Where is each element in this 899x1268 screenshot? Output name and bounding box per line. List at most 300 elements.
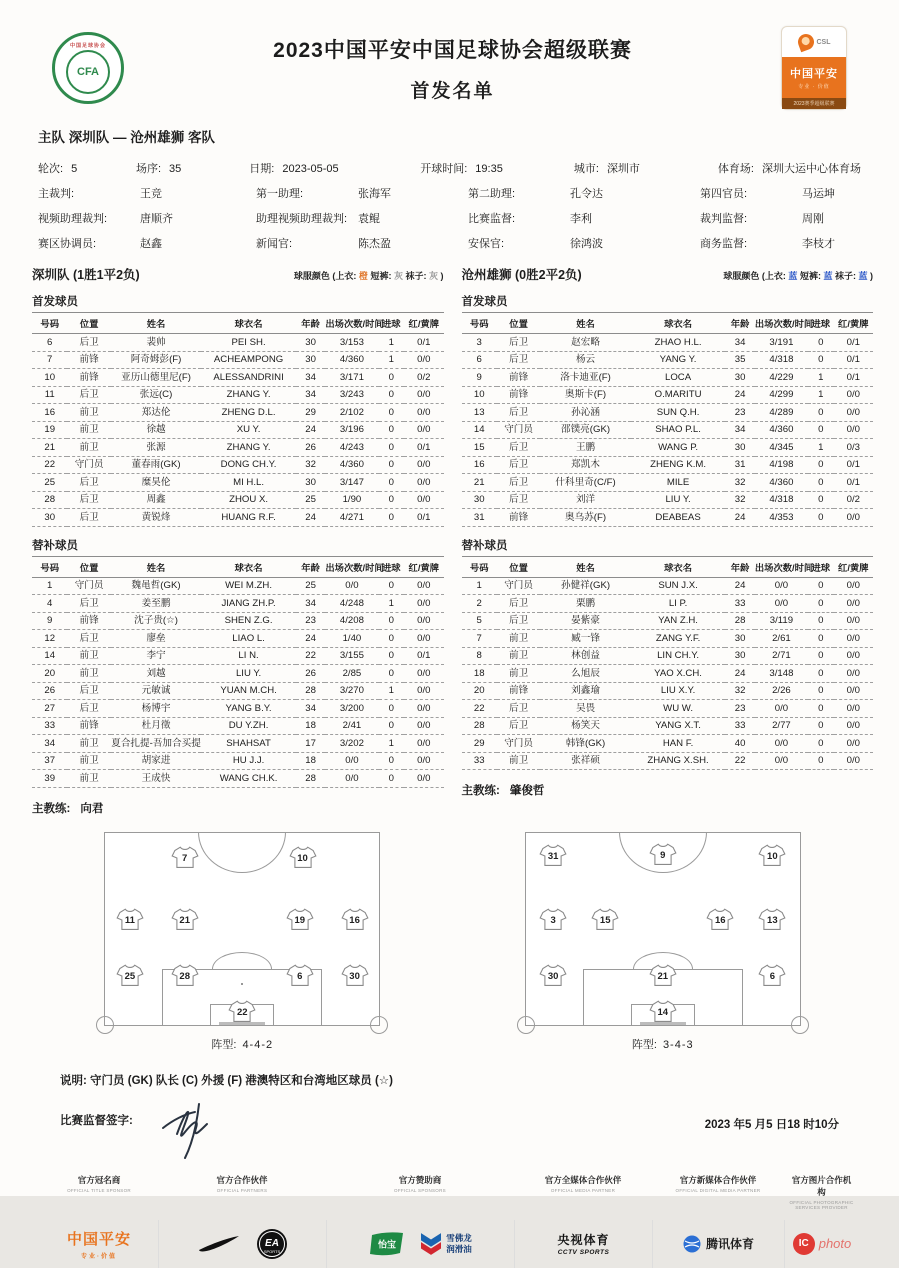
cell: 24 [296, 630, 326, 648]
cell: 0 [808, 474, 834, 492]
cell: 31 [462, 509, 497, 527]
ic-photo-logo: IC photo [793, 1233, 852, 1255]
away-subs-table [462, 556, 874, 771]
cell: 4/208 [325, 612, 378, 630]
cell: 18 [296, 717, 326, 735]
cell: 前卫 [497, 630, 540, 648]
cell: 0 [379, 647, 405, 665]
cell: 后卫 [497, 595, 540, 613]
cell: 什科里奇(C/F) [540, 474, 631, 492]
away-team-name: 沧州雄狮 (0胜2平2负) [461, 268, 582, 282]
cell: 后卫 [497, 439, 540, 457]
player-shirt-31: 31 [540, 844, 567, 868]
cell: 后卫 [497, 700, 540, 718]
cell: SUN J.X. [631, 577, 726, 595]
player-row [462, 577, 874, 595]
cell: 洛卡迪亚(F) [540, 369, 631, 387]
column-header: 年龄 [725, 556, 755, 577]
column-header: 球衣名 [201, 556, 296, 577]
info-pair: 第二助理: 孔令达 [468, 188, 603, 200]
cell: 4/360 [325, 351, 378, 369]
cell: 胡家进 [111, 752, 202, 770]
info-pair: 助理视频助理裁判: 袁鲲 [256, 213, 380, 225]
cell: 元敏诚 [111, 682, 202, 700]
player-row [462, 717, 874, 735]
cell: WU W. [631, 700, 726, 718]
cell: 3/202 [325, 735, 378, 753]
cell: 0 [808, 752, 834, 770]
cell: 30 [725, 630, 755, 648]
cell: 0 [379, 386, 405, 404]
cell: 张祥硕 [540, 752, 631, 770]
cell: 3/196 [325, 421, 378, 439]
cell: 23 [725, 404, 755, 422]
cell: 后卫 [497, 491, 540, 509]
cell: 0 [808, 404, 834, 422]
cell: 王成快 [111, 770, 202, 788]
cell: 34 [32, 735, 67, 753]
cell: 0 [808, 630, 834, 648]
cell: 0/1 [834, 456, 873, 474]
cell: 0 [808, 491, 834, 509]
cell: SHAHSAT [201, 735, 296, 753]
signature-datetime: 2023 年5 月5 日18 时10分 [704, 1118, 839, 1131]
player-row [462, 595, 874, 613]
cell: LOCA [631, 369, 726, 387]
cell: 1 [379, 351, 405, 369]
away-starters-table [462, 312, 874, 527]
player-row [462, 682, 874, 700]
cell: 4/243 [325, 439, 378, 457]
partner-label: 官方赞助商 OFFICIAL SPONSORS [394, 1174, 446, 1193]
home-starters-title: 首发球员 [32, 296, 78, 308]
cell: SHEN Z.G. [201, 612, 296, 630]
cell: 0/0 [755, 735, 808, 753]
cell: 34 [296, 386, 326, 404]
cell: 30 [296, 351, 326, 369]
cell: 3/148 [755, 665, 808, 683]
cell: 1 [379, 682, 405, 700]
cell: 廖垒 [111, 630, 202, 648]
logo-group [784, 1220, 859, 1268]
player-row [32, 595, 444, 613]
column-header: 姓名 [111, 556, 202, 577]
cell: 0/1 [404, 334, 443, 352]
csl-badge-sub: 专业 · 价值 [798, 84, 830, 90]
player-row [32, 630, 444, 648]
cell: 4/248 [325, 595, 378, 613]
cell: 1 [379, 735, 405, 753]
cell: 4/229 [755, 369, 808, 387]
home-starters-table [32, 312, 444, 527]
column-header: 号码 [462, 556, 497, 577]
player-row [32, 577, 444, 595]
cell: 后卫 [67, 474, 110, 492]
signature-row [0, 1088, 899, 1160]
player-row [32, 474, 444, 492]
csl-badge-main: 中国平安 [790, 68, 838, 80]
home-subs-table [32, 556, 444, 788]
cell: 后卫 [497, 474, 540, 492]
cell: 0/0 [834, 386, 873, 404]
player-row [462, 700, 874, 718]
cell: O.MARITU [631, 386, 726, 404]
cell: SHAO P.L. [631, 421, 726, 439]
column-header: 出场次数/时间 [325, 313, 378, 334]
cell: 25 [296, 577, 326, 595]
cell: 24 [725, 386, 755, 404]
cell: 0/0 [404, 386, 443, 404]
column-header: 姓名 [540, 556, 631, 577]
cell: 后卫 [67, 630, 110, 648]
cell: 0/0 [325, 770, 378, 788]
cell: 27 [32, 700, 67, 718]
cell: 0/1 [834, 334, 873, 352]
cell: 李宁 [111, 647, 202, 665]
cell: 前卫 [497, 647, 540, 665]
info-pair: 安保官: 徐鸿波 [468, 238, 603, 250]
cell: HAN F. [631, 735, 726, 753]
column-header: 位置 [67, 313, 110, 334]
logo-group [514, 1220, 652, 1268]
cell: 1 [32, 577, 67, 595]
cell: 3 [462, 334, 497, 352]
player-shirt-14: 14 [649, 1000, 676, 1024]
partner-label: 官方新媒体合作伙伴 OFFICIAL DIGITAL MEDIA PARTNER [675, 1174, 761, 1193]
cfa-logo [52, 32, 124, 104]
column-header: 年龄 [725, 313, 755, 334]
column-header: 球衣名 [201, 313, 296, 334]
column-header: 姓名 [111, 313, 202, 334]
cell: 3/147 [325, 474, 378, 492]
cell: YANG X.T. [631, 717, 726, 735]
column-header: 号码 [32, 556, 67, 577]
player-row [462, 334, 874, 352]
supervisor-signature [143, 1098, 253, 1160]
info-pair: 轮次: 5 [38, 163, 78, 175]
cell: 0/0 [834, 647, 873, 665]
column-header: 红/黄牌 [834, 556, 873, 577]
partner-label: 官方图片合作机构 OFFICIAL PHOTOGRAPHIC SERVICES PROVIDER [789, 1174, 854, 1210]
player-row [32, 456, 444, 474]
csl-badge-top: CSL [816, 38, 831, 46]
cell: 后卫 [67, 386, 110, 404]
cell: 22 [32, 456, 67, 474]
cell: ZHANG Y. [201, 439, 296, 457]
cell: 前锋 [497, 682, 540, 700]
cell: ALESSANDRINI [201, 369, 296, 387]
cell: 30 [296, 474, 326, 492]
cell: 韩锋(GK) [540, 735, 631, 753]
player-row [462, 630, 874, 648]
cell: 0 [808, 717, 834, 735]
cell: 后卫 [67, 509, 110, 527]
cell: 0/0 [834, 700, 873, 718]
cell: 33 [725, 595, 755, 613]
cell: 杨云 [540, 351, 631, 369]
info-pair: 第四官员: 马运坤 [700, 188, 835, 200]
player-shirt-11: 11 [116, 908, 143, 932]
player-row [462, 404, 874, 422]
cell: 33 [462, 752, 497, 770]
player-row [32, 717, 444, 735]
column-header: 号码 [32, 313, 67, 334]
cell: 0 [808, 595, 834, 613]
cell: 2/102 [325, 404, 378, 422]
cell: LIU X.Y. [631, 682, 726, 700]
cell: 0 [379, 665, 405, 683]
cell: 4 [32, 595, 67, 613]
cell: 0/0 [404, 665, 443, 683]
cell: 13 [462, 404, 497, 422]
column-header: 红/黄牌 [404, 556, 443, 577]
cell: 1 [462, 577, 497, 595]
cell: 21 [32, 439, 67, 457]
cfa-arc-text: 中国足球协会 [69, 43, 106, 49]
info-row [38, 210, 861, 226]
cell: 30 [462, 491, 497, 509]
player-shirt-6: 6 [286, 963, 313, 987]
player-row [462, 647, 874, 665]
cell: 0 [808, 735, 834, 753]
cell: 前锋 [497, 386, 540, 404]
cell: 29 [462, 735, 497, 753]
player-row [462, 665, 874, 683]
player-shirt-10: 10 [289, 846, 316, 870]
cell: 3/200 [325, 700, 378, 718]
cell: DONG CH.Y. [201, 456, 296, 474]
cell: 22 [725, 752, 755, 770]
cell: 0 [808, 334, 834, 352]
cell: 0/0 [834, 612, 873, 630]
cell: LI P. [631, 595, 726, 613]
cell: 前卫 [67, 439, 110, 457]
cell: 前锋 [67, 612, 110, 630]
cell: 0/0 [834, 595, 873, 613]
cell: HUANG R.F. [201, 509, 296, 527]
cell: 29 [296, 404, 326, 422]
away-subs-title: 替补球员 [461, 539, 508, 552]
cell: 0 [808, 509, 834, 527]
away-kit-colors: 球服颜色 (上衣: 蓝 短裤: 蓝 袜子: 蓝 ) [723, 271, 873, 281]
cell: 23 [725, 700, 755, 718]
player-row [462, 351, 874, 369]
pingan-logo: 中国平安 专业·价值 [66, 1230, 131, 1260]
column-header: 进球 [808, 556, 834, 577]
cell: 0/2 [404, 369, 443, 387]
cell: 前卫 [497, 665, 540, 683]
cell: 0/0 [404, 404, 443, 422]
cell: 24 [296, 421, 326, 439]
cell: 5 [462, 612, 497, 630]
corner-arc [370, 1016, 388, 1034]
cell: 前锋 [67, 369, 110, 387]
corner-arc [96, 1016, 114, 1034]
csl-flame-icon [795, 32, 816, 53]
player-shirt-16: 16 [707, 908, 734, 932]
cell: 0/0 [834, 404, 873, 422]
player-row [32, 752, 444, 770]
player-shirt-6: 6 [759, 963, 786, 987]
cell: 后卫 [497, 404, 540, 422]
cell: 14 [462, 421, 497, 439]
cell: 0/1 [834, 474, 873, 492]
cell: 前卫 [67, 647, 110, 665]
cell: 28 [462, 717, 497, 735]
column-header: 进球 [379, 556, 405, 577]
header [0, 22, 899, 110]
player-shirt-22: 22 [229, 1000, 256, 1024]
partner-label: 官方冠名商 OFFICIAL TITLE SPONSOR [67, 1174, 131, 1193]
cell: LIU Y. [201, 665, 296, 683]
cell: 后卫 [67, 595, 110, 613]
player-shirt-16: 16 [341, 908, 368, 932]
cell: 0 [808, 682, 834, 700]
cell: 24 [296, 509, 326, 527]
cell: 亚历山德里尼(F) [111, 369, 202, 387]
cell: 魏黾哲(GK) [111, 577, 202, 595]
cell: 前卫 [67, 735, 110, 753]
cell: 0/0 [404, 735, 443, 753]
cell: 0/1 [834, 351, 873, 369]
cell: 后卫 [497, 717, 540, 735]
cell: 35 [725, 351, 755, 369]
away-coach: 主教练: 肇俊哲 [461, 785, 545, 797]
cell: 0 [808, 612, 834, 630]
cell: 0 [808, 351, 834, 369]
page-subtitle: 首发名单 [410, 81, 495, 102]
cell: 0/0 [834, 682, 873, 700]
cell: 32 [296, 456, 326, 474]
partner-label: 官方合作伙伴 OFFICIAL PARTNERS [216, 1174, 268, 1193]
cell: 徐越 [111, 421, 202, 439]
cell: ZHAO H.L. [631, 334, 726, 352]
cell: 前卫 [497, 752, 540, 770]
cell: 前锋 [497, 509, 540, 527]
cell: WANG CH.K. [201, 770, 296, 788]
cell: 2/71 [755, 647, 808, 665]
cfa-core-text: CFA [77, 66, 99, 78]
cell: 糜昊伦 [111, 474, 202, 492]
player-row [32, 700, 444, 718]
cell: 夏合扎提-吾加合买提 [111, 735, 202, 753]
cell: 4/360 [755, 474, 808, 492]
cell: 3/243 [325, 386, 378, 404]
cell: YUAN M.CH. [201, 682, 296, 700]
cell: LIU Y. [631, 491, 726, 509]
player-row [32, 421, 444, 439]
cell: 2 [462, 595, 497, 613]
cell: 0 [808, 647, 834, 665]
cell: HU J.J. [201, 752, 296, 770]
corner-arc [791, 1016, 809, 1034]
cell: 吴畏 [540, 700, 631, 718]
info-row [38, 235, 861, 251]
penalty-arc [212, 952, 272, 969]
player-row [462, 386, 874, 404]
cell: LIAO L. [201, 630, 296, 648]
cell: 11 [32, 386, 67, 404]
cell: ACHEAMPONG [201, 351, 296, 369]
away-starters-title: 首发球员 [461, 296, 508, 308]
cell: 0/0 [404, 491, 443, 509]
player-row [32, 351, 444, 369]
column-header: 红/黄牌 [834, 313, 873, 334]
home-formation-label: 阵型: 4-4-2 [211, 1038, 274, 1051]
cell: 董春雨(GK) [111, 456, 202, 474]
penalty-spot [241, 983, 243, 985]
cell: ZHENG D.L. [201, 404, 296, 422]
column-header: 进球 [379, 313, 405, 334]
player-row [32, 369, 444, 387]
cell: 3/191 [755, 334, 808, 352]
info-row [38, 160, 861, 176]
logo-group [652, 1220, 784, 1268]
cell: 奥斯卡(F) [540, 386, 631, 404]
cell: 0/0 [755, 577, 808, 595]
logo-group [158, 1220, 326, 1268]
cell: 0 [379, 474, 405, 492]
cell: 0/0 [404, 630, 443, 648]
cell: 6 [462, 351, 497, 369]
cell: 杜月徵 [111, 717, 202, 735]
info-pair: 比赛监督: 李利 [468, 213, 592, 225]
cell: 1 [808, 439, 834, 457]
column-header: 位置 [67, 556, 110, 577]
column-header: 姓名 [540, 313, 631, 334]
cell: 0/1 [404, 647, 443, 665]
cell: 4/345 [755, 439, 808, 457]
cell: 24 [725, 665, 755, 683]
cell: 0/0 [404, 770, 443, 788]
player-row [32, 770, 444, 788]
cell: 守门员 [497, 577, 540, 595]
cell: 9 [462, 369, 497, 387]
cell: 4/271 [325, 509, 378, 527]
cell: 0 [379, 577, 405, 595]
cell: 0/0 [404, 474, 443, 492]
cell: 24 [725, 577, 755, 595]
cell: 0/1 [834, 369, 873, 387]
cell: ZHANG Y. [201, 386, 296, 404]
away-formation-label: 阵型: 3-4-3 [631, 1038, 694, 1051]
cell: 28 [32, 491, 67, 509]
cell: 14 [32, 647, 67, 665]
teams-grid [0, 251, 899, 816]
partner-labels [0, 1174, 899, 1210]
player-row [462, 612, 874, 630]
cell: 33 [725, 717, 755, 735]
cell: 16 [32, 404, 67, 422]
cell: 1 [379, 334, 405, 352]
cell: 0 [379, 456, 405, 474]
cell: WEI M.ZH. [201, 577, 296, 595]
cell: 2/26 [755, 682, 808, 700]
cell: 8 [462, 647, 497, 665]
player-shirt-30: 30 [540, 963, 567, 987]
cell: 守门员 [497, 735, 540, 753]
cell: 16 [462, 456, 497, 474]
cell: 26 [296, 665, 326, 683]
cell: 22 [296, 647, 326, 665]
cell: ZANG Y.F. [631, 630, 726, 648]
cell: 栗鹏 [540, 595, 631, 613]
cell: 0 [379, 404, 405, 422]
player-shirt-15: 15 [592, 908, 619, 932]
cell: 34 [725, 334, 755, 352]
cell: 3/155 [325, 647, 378, 665]
cell: 前锋 [67, 717, 110, 735]
